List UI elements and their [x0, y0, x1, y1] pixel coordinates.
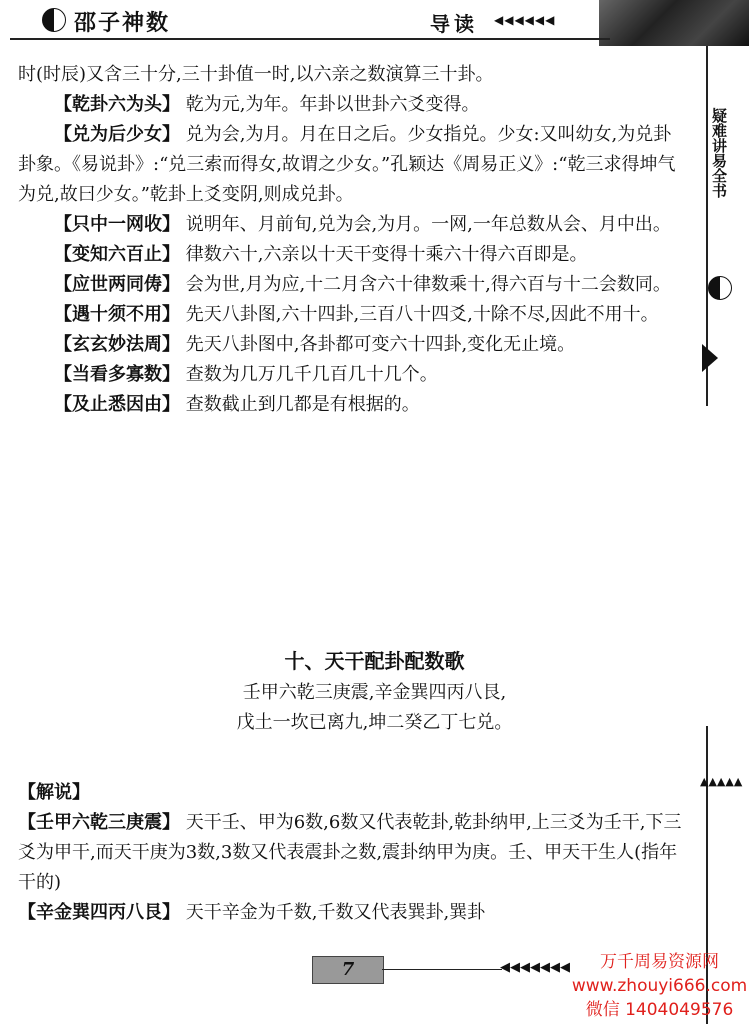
header-arrows-icon: ◀◀◀◀◀◀: [494, 13, 556, 27]
verse-text: 说明年、月前旬,兑为会,为月。一网,一年总数从会、月中出。: [185, 214, 671, 235]
verse-item: [18, 360, 683, 390]
watermark: [570, 950, 749, 1022]
verse-item: [18, 270, 683, 300]
explanation-item: [18, 898, 683, 928]
poem-line-2: 戊土一坎已离九,坤二癸乙丁七兑。: [236, 712, 513, 733]
poem-line-1: 壬甲六乾三庚震,辛金巽四丙八艮,: [242, 682, 507, 703]
verse-keyword: 【只中一网收】: [54, 214, 180, 235]
taiji-icon: [42, 8, 66, 32]
explanation-body: 天干辛金为千数,千数又代表巽卦,巽卦: [185, 902, 486, 923]
verse-text: 先天八卦图,六十四卦,三百八十四爻,十除不尽,因此不用十。: [185, 304, 659, 325]
watermark-line-3: 微信 1404049576: [585, 1000, 734, 1020]
verse-keyword: 【变知六百止】: [54, 244, 180, 265]
verse-item: [18, 330, 683, 360]
header-divider: [10, 38, 610, 40]
sidebar-title: 疑难讲易全书: [710, 108, 728, 198]
watermark-line-2: www.zhouyi666.com: [571, 976, 748, 996]
verse-text: 先天八卦图中,各卦都可变六十四卦,变化无止境。: [185, 334, 576, 355]
verse-item: [18, 90, 683, 120]
verse-text: 查数为几万几千几百几十几个。: [185, 364, 438, 385]
verse-text: 查数截止到几都是有根据的。: [185, 394, 420, 415]
verse-keyword: 【遇十须不用】: [54, 304, 180, 325]
verse-item: [18, 210, 683, 240]
explanation-item: [18, 808, 683, 898]
sidebar-taiji-icon: [708, 276, 732, 300]
book-title: 邵子神数: [74, 11, 171, 36]
explanation-keyword: 【辛金巽四丙八艮】: [18, 902, 180, 923]
watermark-line-1: 万千周易资源网: [600, 952, 719, 972]
page-header: [0, 0, 749, 44]
verse-item: [18, 300, 683, 330]
verse-item: [18, 240, 683, 270]
section-label: 导读: [430, 12, 478, 36]
verse-text: 律数六十,六亲以十天干变得十乘六十得六百即是。: [185, 244, 588, 265]
footer-divider: [382, 969, 502, 970]
verse-keyword: 【玄玄妙法周】: [54, 334, 180, 355]
verse-keyword: 【乾卦六为头】: [54, 94, 180, 115]
verse-text: 乾为元,为年。年卦以世卦六爻变得。: [185, 94, 480, 115]
verse-keyword: 【当看多寡数】: [54, 364, 180, 385]
footer-arrows-icon: ◀◀◀◀◀◀◀: [500, 960, 570, 975]
corner-image: [599, 0, 749, 46]
verse-item: [18, 390, 683, 420]
verse-keyword: 【应世两同俦】: [54, 274, 180, 295]
explanation-heading: 【解说】: [18, 782, 90, 803]
verse-text: 会为世,月为应,十二月含六十律数乘十,得六百与十二会数同。: [185, 274, 671, 295]
section-heading: 十、天干配卦配数歌: [284, 649, 465, 673]
sidebar-arrow-icon: [702, 344, 718, 372]
explanation-keyword: 【壬甲六乾三庚震】: [18, 812, 180, 833]
main-text: [18, 60, 683, 420]
paragraph-intro: 时(时辰)又含三十分,三十卦值一时,以六亲之数演算三十卦。: [18, 64, 494, 85]
verse-keyword: 【及止悉因由】: [54, 394, 180, 415]
explanation-text: [18, 778, 683, 928]
verse-text: 兑为会,为月。月在日之后。少女指兑。少女:又叫幼女,为兑卦卦象。《易说卦》:“兑三索而得女,故谓之少女。”孔颖达《周易正义》:“乾三求得坤气为兑,故曰少女。”乾卦上爻变阴,则成兑卦。: [18, 124, 676, 205]
sidebar: [700, 46, 749, 1024]
verse-item: [18, 120, 683, 210]
page-footer: [0, 950, 749, 1024]
page-number: 7: [312, 956, 384, 984]
explanation-body: 天干壬、甲为6数,6数又代表乾卦,乾卦纳甲,上三爻为壬干,下三爻为甲干,而天干庚为3数,3数又代表震卦之数,震卦纳甲为庚。壬、甲天干生人(指年干的): [18, 812, 682, 893]
verse-keyword: 【兑为后少女】: [54, 124, 180, 145]
sidebar-marks-icon: ▲▲▲▲▲: [700, 775, 743, 788]
